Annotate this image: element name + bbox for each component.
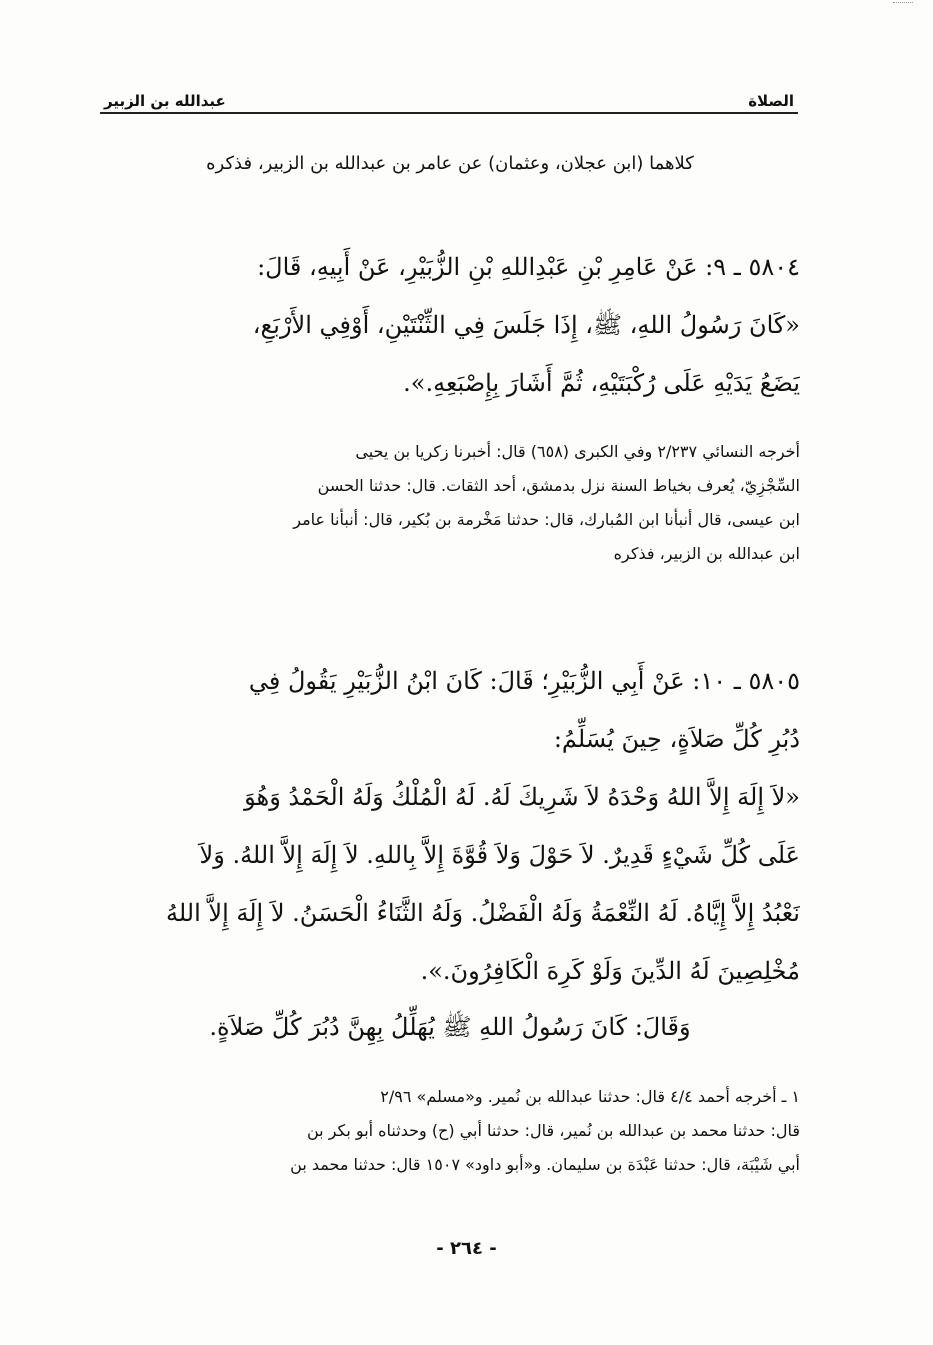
note-line: قال: حدثنا محمد بن عبدالله بن نُمير، قال: حدثنا أبي (ح) وحدثناه أبو بكر بن: [307, 1121, 800, 1140]
note-line: ابن عبدالله بن الزبير، فذكره: [613, 544, 800, 563]
hadith-line: نَعْبُدُ إِلاَّ إِيَّاهُ. لَهُ النِّعْمَةُ وَلَهُ الْفَضْلُ. وَلَهُ الثَّنَاءُ الْحَسَنُ. لاَ إِلَهَ إِلاَّ اللهُ: [165, 899, 800, 927]
hadith-line: ٥٨٠٤ ـ ٩: عَنْ عَامِرِ بْنِ عَبْدِاللهِ بْنِ الزُّبَيْرِ، عَنْ أَبِيهِ، قَالَ:: [257, 253, 800, 281]
section-title: عبدالله بن الزبير: [100, 92, 230, 110]
text-line: كلاهما (ابن عجلان، وعثمان) عن عامر بن عبدالله بن الزبير، فذكره: [206, 153, 694, 174]
page-number: - ٢٦٤ -: [436, 1238, 497, 1259]
hadith-line: وَقَالَ: كَانَ رَسُولُ اللهِ ﷺ يُهَلِّلُ بِهِنَّ دُبُرَ كُلِّ صَلاَةٍ.: [209, 1013, 691, 1041]
hadith-5805-intro: [100, 652, 800, 768]
hadith-line: عَلَى كُلِّ شَيْءٍ قَدِيرٌ. لاَ حَوْلَ وَلاَ قُوَّةَ إِلاَّ بِاللهِ. لاَ إِلَهَ إِلاَّ اللهُ. وَلاَ: [199, 841, 800, 869]
chapter-title: الصلاة: [744, 92, 798, 110]
hadith-line: مُخْلِصِينَ لَهُ الدِّينَ وَلَوْ كَرِهَ الْكَافِرُونَ.».: [420, 957, 800, 985]
hadith-5804: [100, 238, 800, 412]
note-line: ابن عيسى، قال أنبأنا ابن المُبارك، قال: حدثنا مَخْرمة بن بُكير، قال: أنبأنا عامر: [293, 510, 800, 529]
hadith-line: يَضَعُ يَدَيْهِ عَلَى رُكْبَتَيْهِ، ثُمَّ أَشَارَ بِإِصْبَعِهِ.».: [403, 369, 800, 397]
note-line: ١ ـ أخرجه أحمد ٤/٤ قال: حدثنا عبدالله بن نُمير. و«مسلم» ٢/٩٦: [380, 1087, 800, 1106]
running-header: [100, 88, 798, 114]
hadith-5805-text: [100, 768, 800, 1000]
hadith-5805-end: [100, 998, 800, 1056]
intro-line: [100, 148, 800, 180]
hadith-line: ٥٨٠٥ ـ ١٠: عَنْ أَبِي الزُّبَيْرِ؛ قَالَ: كَانَ ابْنُ الزُّبَيْرِ يَقُولُ فِي: [248, 667, 800, 695]
note-line: أخرجه النسائي ٢/٢٣٧ وفي الكبرى (٦٥٨) قال: أخبرنا زكريا بن يحيى: [355, 442, 800, 461]
hadith-line: «لاَ إِلَهَ إِلاَّ اللهُ وَحْدَهُ لاَ شَرِيكَ لَهُ. لَهُ الْمُلْكُ وَلَهُ الْحَمْدُ وَهُوَ: [244, 783, 800, 811]
hadith-line: «كَانَ رَسُولُ اللهِ، ﷺ، إِذَا جَلَسَ فِي الثِّنْتَيْنِ، أَوْفِي الأَرْبَعِ،: [252, 311, 800, 339]
note-line: أبي شَيْبَة، قال: حدثنا عَبْدَة بن سليمان. و«أبو داود» ١٥٠٧ قال: حدثنا محمد بن: [290, 1155, 800, 1174]
hadith-line: دُبُرِ كُلِّ صَلاَةٍ، حِينَ يُسَلِّمُ:: [553, 725, 800, 753]
footnote-5804: [100, 435, 800, 571]
footnote-5805: [100, 1080, 800, 1182]
note-line: السِّجْزِيّ، يُعرف بخياط السنة نزل بدمشق، أحد الثقات. قال: حدثنا الحسن: [317, 476, 800, 495]
scan-artifact: [893, 2, 913, 6]
